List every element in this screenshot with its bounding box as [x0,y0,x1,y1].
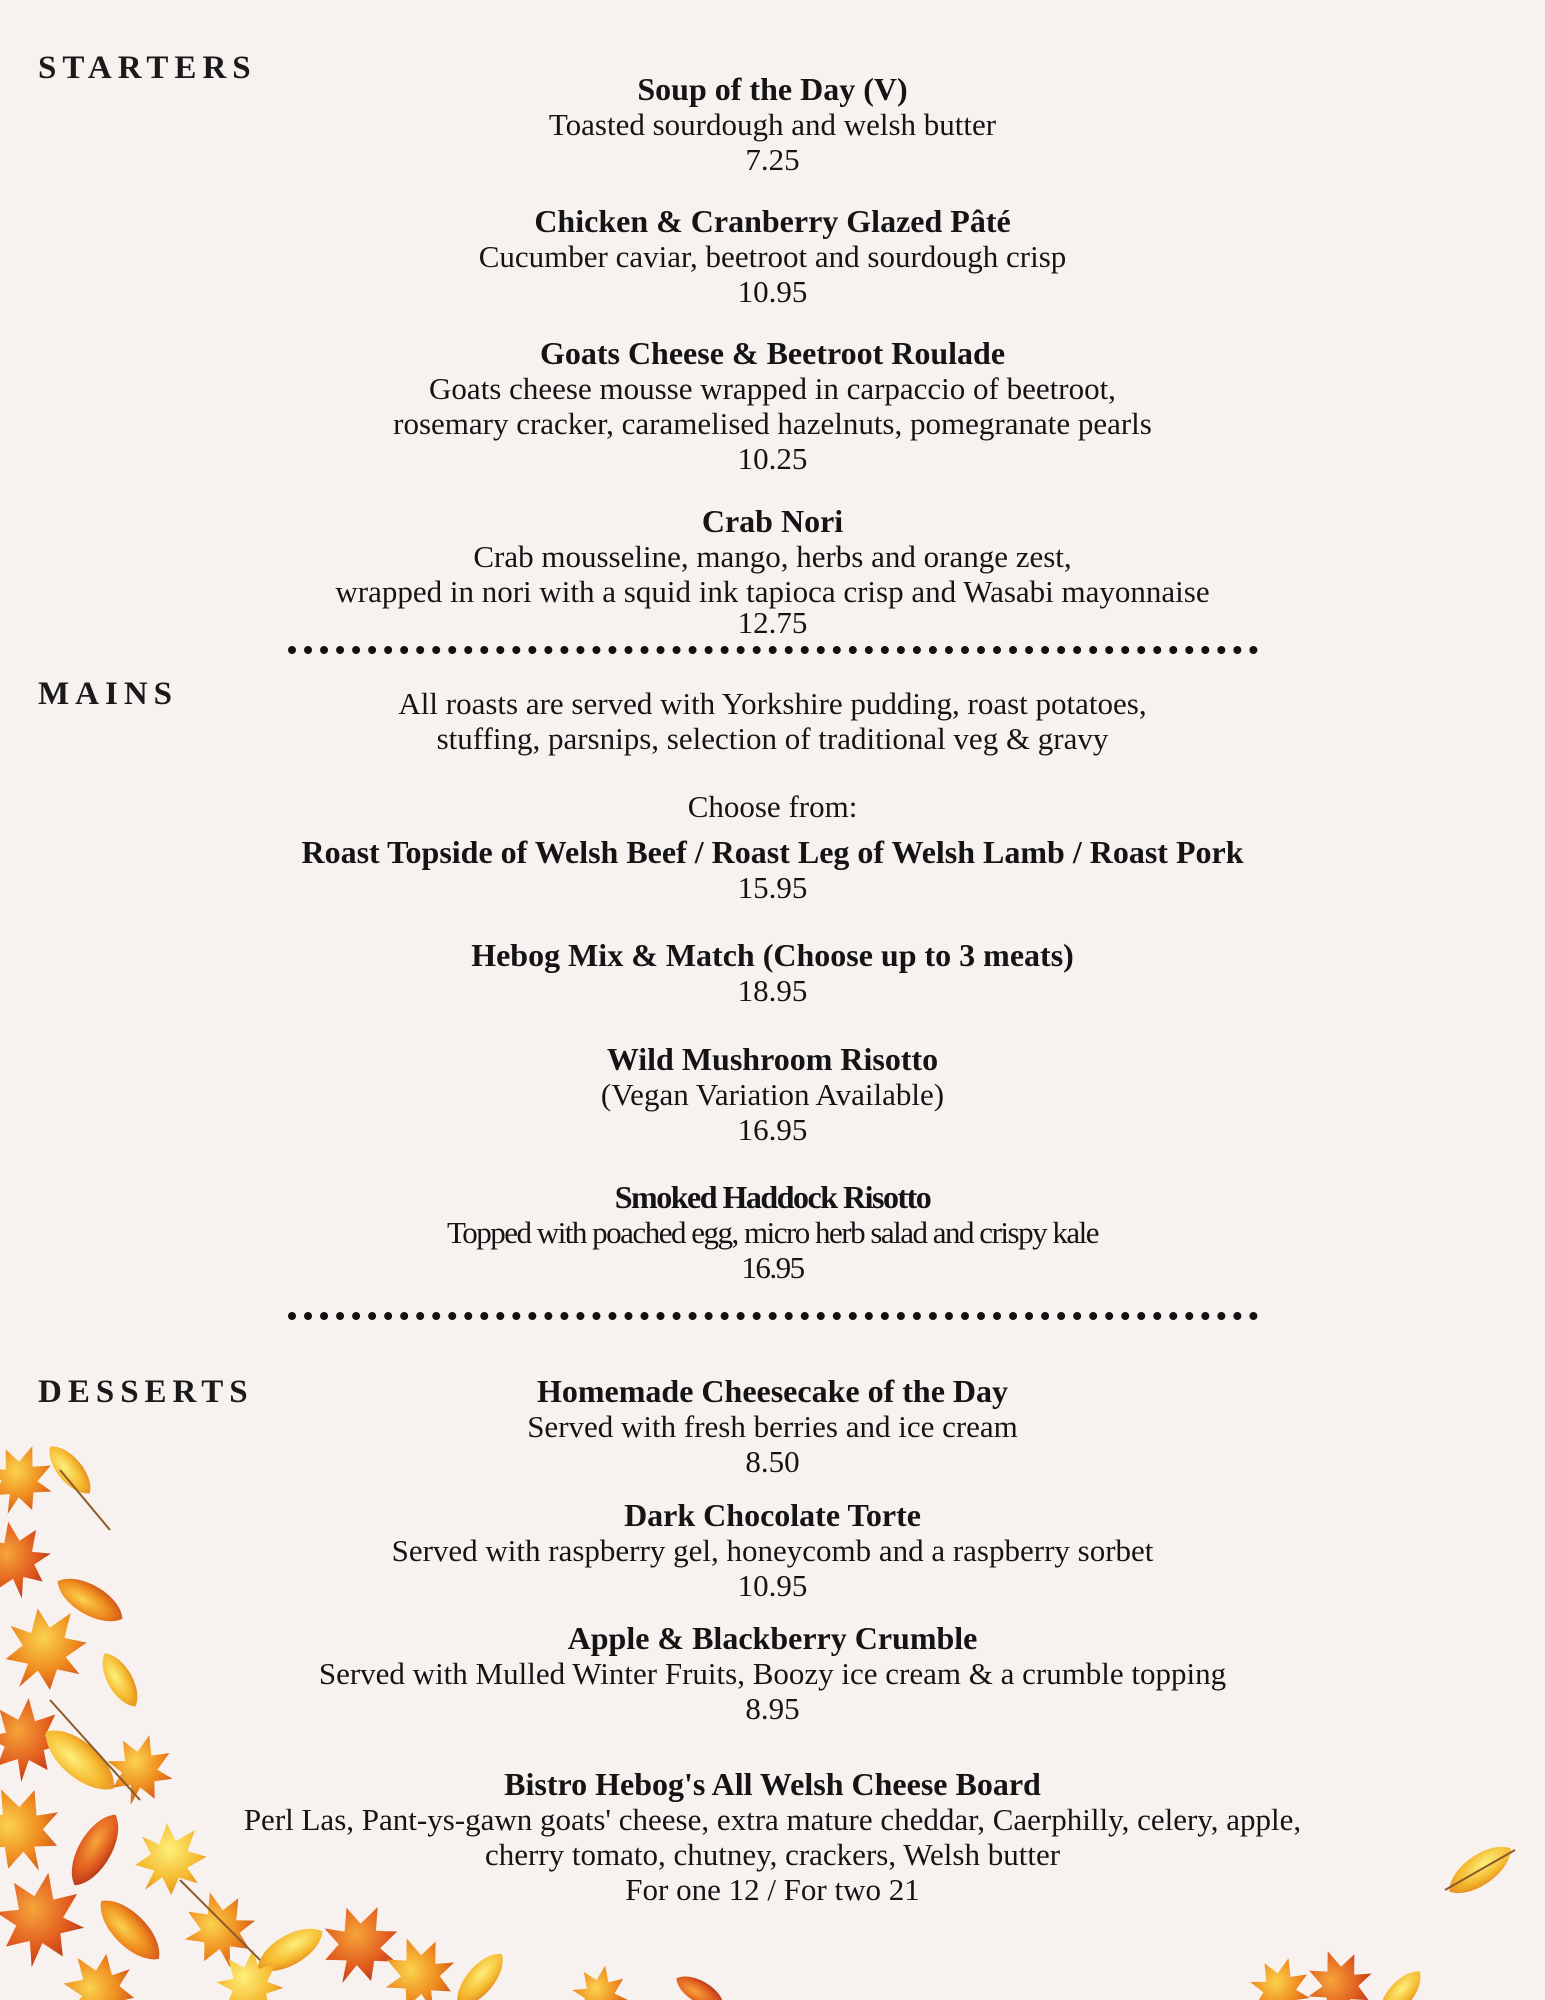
dessert-item-cheesecake [0,1373,1545,1479]
item-desc: Served with Mulled Winter Fruits, Boozy ice cream & a crumble topping [318,1656,1227,1691]
item-desc: Served with fresh berries and ice cream [527,1409,1018,1444]
item-desc: Perl Las, Pant-ys-gawn goats' cheese, extra mature cheddar, Caerphilly, celery, apple, [243,1802,1302,1837]
item-desc: Crab mousseline, mango, herbs and orange zest, [473,539,1072,574]
leaf-cluster-bottom-right [1242,1940,1429,2000]
item-name: Goats Cheese & Beetroot Roulade [539,335,1006,371]
starter-item-soup [0,71,1545,177]
item-desc: Topped with poached egg, micro herb salad and crispy kale [447,1215,1098,1250]
item-price: 16.95 [741,1250,804,1285]
section-divider [288,1312,1258,1320]
item-name: Wild Mushroom Risotto [606,1041,939,1077]
item-desc: Goats cheese mousse wrapped in carpaccio of beetroot, [429,371,1116,406]
dessert-item-crumble [0,1620,1545,1726]
item-name: Chicken & Cranberry Glazed Pâté [534,203,1011,239]
mains-item-mushroom-risotto [0,1041,1545,1147]
item-price: 10.25 [737,441,808,476]
dessert-item-torte [0,1497,1545,1603]
item-price: 12.75 [737,605,808,640]
item-name: Soup of the Day (V) [637,71,908,107]
section-divider [288,646,1258,654]
item-name: Roast Topside of Welsh Beef / Roast Leg of Welsh Lamb / Roast Pork [301,834,1244,870]
mains-item-mix-match [0,937,1545,1008]
item-name: Apple & Blackberry Crumble [567,1620,978,1656]
dessert-item-cheese-board [0,1766,1545,1907]
item-desc: Toasted sourdough and welsh butter [548,107,997,142]
starter-item-roulade [0,335,1545,476]
item-desc: (Vegan Variation Available) [600,1077,945,1112]
item-desc: wrapped in nori with a squid ink tapioca crisp and Wasabi mayonnaise [335,574,1210,609]
item-price: 15.95 [737,870,808,905]
item-name: Homemade Cheesecake of the Day [537,1373,1008,1409]
item-name: Dark Chocolate Torte [624,1497,921,1533]
item-price: 16.95 [737,1112,808,1147]
mains-item-haddock-risotto [0,1179,1545,1285]
item-price: 8.50 [745,1444,800,1479]
mains-intro [0,686,1545,756]
item-name: Crab Nori [701,503,844,539]
item-price: 18.95 [737,973,808,1008]
mains-intro-line: stuffing, parsnips, selection of traditional veg & gravy [436,721,1109,756]
mains-item-roasts [0,834,1545,905]
item-price: 10.95 [737,274,808,309]
item-name: Hebog Mix & Match (Choose up to 3 meats) [471,937,1074,973]
choose-from-label: Choose from: [687,789,858,824]
item-price: 7.25 [745,142,800,177]
item-desc: rosemary cracker, caramelised hazelnuts, pomegranate pearls [393,406,1152,441]
starter-item-pate [0,203,1545,309]
item-desc: Served with raspberry gel, honeycomb and a raspberry sorbet [391,1533,1154,1568]
item-price: 8.95 [745,1691,800,1726]
mains-intro-line: All roasts are served with Yorkshire pudding, roast potatoes, [398,686,1147,721]
desserts-heading: DESSERTS [38,1374,254,1410]
starters-heading: STARTERS [38,50,257,86]
starter-item-crab [0,503,1545,640]
item-name: Bistro Hebog's All Welsh Cheese Board [504,1766,1041,1802]
mains-heading: MAINS [38,676,179,712]
item-name: Smoked Haddock Risotto [614,1179,931,1215]
item-price: 10.95 [737,1568,808,1603]
item-desc: cherry tomato, chutney, crackers, Welsh butter [484,1837,1061,1872]
item-desc: Cucumber caviar, beetroot and sourdough crisp [478,239,1067,274]
item-price: For one 12 / For two 21 [625,1872,920,1907]
mains-choose [0,789,1545,824]
